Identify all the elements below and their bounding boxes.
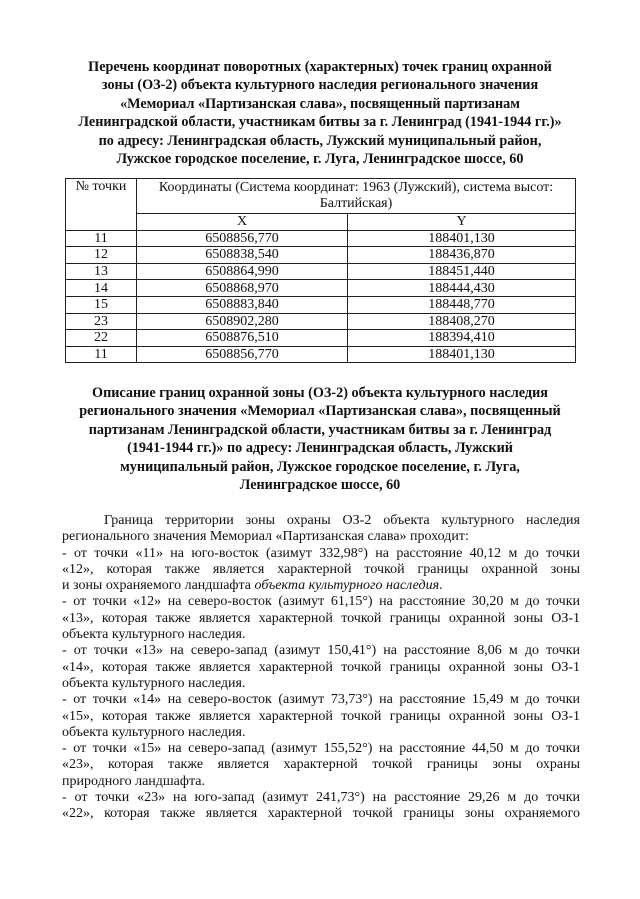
cell-x: 6508864,990: [137, 263, 348, 280]
title-line: по адресу: Ленинградская область, Лужский муниципальный район,: [98, 132, 542, 149]
cell-point: 13: [66, 263, 137, 280]
segment-paragraph: [62, 594, 580, 643]
header-point-number: № точки: [66, 179, 137, 231]
text-line: - от точки «11» на юго-восток (азимут 332,98°) на расстояние 40,12 м до точки: [62, 545, 580, 561]
cell-y: 188451,440: [348, 263, 576, 280]
text-line: - от точки «12» на северо-восток (азимут 61,15°) на расстояние 30,20 м до точки: [62, 594, 580, 610]
cell-point: 14: [66, 280, 137, 297]
segment-paragraph: [62, 546, 580, 595]
intro-paragraph: [62, 513, 580, 529]
intro-paragraph-cont: [62, 529, 580, 545]
cell-point: 22: [66, 330, 137, 347]
cell-point: 15: [66, 296, 137, 313]
table-subheader-row: [66, 214, 576, 231]
table-row: [66, 313, 576, 330]
text-line: объекта культурного наследия.: [62, 724, 246, 740]
cell-x: 6508883,840: [137, 296, 348, 313]
header-y: Y: [348, 214, 576, 231]
text-line: «14», которая также является характерной точкой границы охранной зоны ОЗ-1: [62, 659, 580, 675]
cell-y: 188394,410: [348, 330, 576, 347]
text-run: и зоны охраняемого ландшафта: [62, 578, 255, 594]
text-line: «23», которая также является характерной точкой границы зоны охраны: [62, 757, 580, 773]
cell-y: 188436,870: [348, 247, 576, 264]
cell-x: 6508868,970: [137, 280, 348, 297]
coordinates-list-title: [60, 58, 580, 168]
text-line: «13», которая также является характерной точкой границы охранной зоны ОЗ-1: [62, 610, 580, 626]
cell-y: 188448,770: [348, 296, 576, 313]
title-line: (1941-1944 гг.)» по адресу: Ленинградская область, Лужский: [127, 440, 513, 457]
text-line: регионального значения Мемориал «Партизанская слава» проходит:: [62, 529, 469, 545]
text-line: природного ландшафта.: [62, 773, 205, 789]
text-line: - от точки «23» на юго-запад (азимут 241,73°) на расстояние 29,26 м до точки: [62, 790, 580, 806]
title-line: Перечень координат поворотных (характерных) точек границ охранной: [88, 59, 552, 75]
cell-point: 23: [66, 313, 137, 330]
cell-x: 6508856,770: [137, 346, 348, 363]
segment-paragraph: [62, 790, 580, 823]
italic-text: объекта культурного наследия: [254, 578, 440, 594]
title-line: регионального значения «Мемориал «Партизанская слава», посвященный: [79, 403, 561, 420]
cell-x: 6508876,510: [137, 330, 348, 347]
title-line: Ленинградское шоссе, 60: [239, 477, 401, 494]
text-line: - от точки «15» на северо-запад (азимут 155,52°) на расстояние 44,50 м до точки: [62, 741, 580, 757]
cell-y: 188444,430: [348, 280, 576, 297]
cell-x: 6508902,280: [137, 313, 348, 330]
text-line: «22», которая также является характерной точкой границы зоны охраняемого: [62, 806, 580, 822]
title-line: партизанам Ленинградской области, участникам битвы за г. Ленинград: [88, 421, 552, 438]
table-row: [66, 247, 576, 264]
coordinates-table: [65, 178, 576, 363]
cell-y: 188401,130: [348, 230, 576, 247]
table-row: [66, 230, 576, 247]
segment-paragraph: [62, 741, 580, 790]
text-line: «15», которая также является характерной точкой границы охранной зоны ОЗ-1: [62, 708, 580, 724]
title-line: Ленинградской области, участникам битвы за г. Ленинград (1941-1944 гг.)»: [78, 114, 562, 131]
title-line: муниципальный район, Лужское городское поселение, г. Луга,: [120, 458, 520, 475]
cell-point: 11: [66, 346, 137, 363]
cell-point: 12: [66, 247, 137, 264]
text-line: [62, 578, 580, 594]
title-line: «Мемориал «Партизанская слава», посвященный партизанам: [120, 95, 520, 112]
text-line: - от точки «14» на северо-восток (азимут 73,73°) на расстояние 15,49 м до точки: [62, 692, 580, 708]
description-body: [62, 513, 580, 823]
table-row: [66, 296, 576, 313]
boundary-description-title: [60, 384, 580, 494]
text-run: .: [439, 578, 443, 594]
table-row: [66, 263, 576, 280]
title-line: Описание границ охранной зоны (ОЗ-2) объекта культурного наследия: [92, 385, 548, 401]
text-line: объекта культурного наследия.: [62, 675, 246, 691]
text-line: «12», которая также является характерной точкой границы охранной зоны: [62, 561, 580, 577]
segment-paragraph: [62, 692, 580, 741]
segment-paragraph: [62, 643, 580, 692]
text-line: - от точки «13» на северо-запад (азимут 150,41°) на расстояние 8,06 м до точки: [62, 643, 580, 659]
cell-x: 6508856,770: [137, 230, 348, 247]
cell-point: 11: [66, 230, 137, 247]
cell-x: 6508838,540: [137, 247, 348, 264]
header-x: X: [137, 214, 348, 231]
table-row: [66, 330, 576, 347]
cell-y: 188408,270: [348, 313, 576, 330]
text-line: объекта культурного наследия.: [62, 627, 246, 643]
title-line: Лужское городское поселение, г. Луга, Ленинградское шоссе, 60: [116, 151, 524, 168]
header-coordinates: Координаты (Система координат: 1963 (Лужский), система высот: Балтийская): [137, 179, 576, 214]
table-row: [66, 280, 576, 297]
cell-y: 188401,130: [348, 346, 576, 363]
table-header-row: [66, 179, 576, 214]
title-line: зоны (ОЗ-2) объекта культурного наследия регионального значения: [101, 77, 539, 94]
table-row: [66, 346, 576, 363]
text-line: Граница территории зоны охраны ОЗ-2 объекта культурного наследия: [104, 513, 580, 528]
